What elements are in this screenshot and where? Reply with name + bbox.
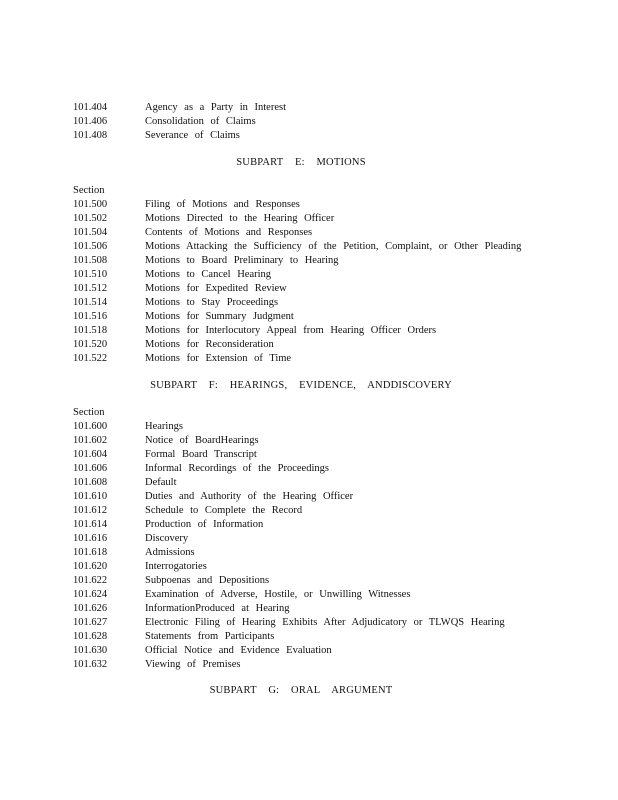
section-title: Hearings [145, 421, 183, 432]
section-entry [73, 198, 543, 212]
section-title: Default [145, 477, 177, 488]
section-number: 101.626 [73, 603, 108, 614]
section-number: 101.510 [73, 269, 108, 280]
section-number: 101.518 [73, 325, 108, 336]
section-number: 101.606 [73, 463, 108, 474]
section-entry [73, 518, 543, 532]
section-title: Examination of Adverse, Hostile, or Unwilling Witnesses [145, 589, 411, 600]
section-entry [73, 352, 543, 366]
section-number: 101.500 [73, 199, 108, 210]
section-title: Motions for Interlocutory Appeal from Hearing Officer Orders [145, 325, 437, 336]
section-number: 101.502 [73, 213, 108, 224]
section-number: 101.614 [73, 519, 108, 530]
section-title: Motions to Board Preliminary to Hearing [145, 255, 339, 266]
section-title: Severance of Claims [145, 130, 240, 141]
section-title: Production of Information [145, 519, 264, 530]
subpart-f-section-list [73, 406, 543, 672]
section-title: Motions to Stay Proceedings [145, 297, 279, 308]
section-column-label-row [73, 184, 543, 198]
section-number: 101.520 [73, 339, 108, 350]
section-title: Motions Directed to the Hearing Officer [145, 213, 335, 224]
section-number: 101.630 [73, 645, 108, 656]
section-entry [73, 490, 543, 504]
subpart-e-heading: SUBPART E: MOTIONS [236, 157, 366, 168]
section-entry [73, 616, 543, 630]
section-title: Motions Attacking the Sufficiency of the Petition, Complaint, or Other Pleading [145, 241, 522, 252]
section-number: 101.627 [73, 617, 108, 628]
section-entry [73, 240, 543, 254]
section-number: 101.610 [73, 491, 108, 502]
section-entry [73, 296, 543, 310]
section-number: 101.508 [73, 255, 108, 266]
section-number: 101.406 [73, 116, 108, 127]
section-entry [73, 212, 543, 226]
section-title: Subpoenas and Depositions [145, 575, 270, 586]
section-entry [73, 324, 543, 338]
section-number: 101.622 [73, 575, 108, 586]
section-title: Agency as a Party in Interest [145, 102, 287, 113]
section-title: Duties and Authority of the Hearing Officer [145, 491, 354, 502]
section-number: 101.516 [73, 311, 108, 322]
section-title: Motions to Cancel Hearing [145, 269, 272, 280]
section-title: Consolidation of Claims [145, 116, 256, 127]
section-number: 101.506 [73, 241, 108, 252]
section-number: 101.632 [73, 659, 108, 670]
section-number: 101.618 [73, 547, 108, 558]
section-entry [73, 268, 543, 282]
section-number: 101.612 [73, 505, 108, 516]
section-entry [73, 434, 543, 448]
section-number: 101.408 [73, 130, 108, 141]
section-title: Motions for Expedited Review [145, 283, 287, 294]
section-entry [73, 602, 543, 616]
section-entry [73, 462, 543, 476]
section-title: Motions for Reconsideration [145, 339, 274, 350]
section-title: Informal Recordings of the Proceedings [145, 463, 329, 474]
section-title: Schedule to Complete the Record [145, 505, 303, 516]
section-number: 101.608 [73, 477, 108, 488]
section-title: Motions for Extension of Time [145, 353, 292, 364]
section-title: Formal Board Transcript [145, 449, 257, 460]
section-column-label: Section [73, 407, 105, 418]
section-entry [73, 115, 543, 129]
section-number: 101.602 [73, 435, 108, 446]
section-entry [73, 560, 543, 574]
section-entry [73, 420, 543, 434]
section-title: Electronic Filing of Hearing Exhibits After Adjudicatory or TLWQS Hearing [145, 617, 505, 628]
section-entry [73, 588, 543, 602]
section-entry [73, 476, 543, 490]
section-entry [73, 282, 543, 296]
section-number: 101.600 [73, 421, 108, 432]
section-title: Viewing of Premises [145, 659, 241, 670]
section-entry [73, 644, 543, 658]
section-entry [73, 504, 543, 518]
section-column-label-row [73, 406, 543, 420]
section-number: 101.522 [73, 353, 108, 364]
section-entry [73, 254, 543, 268]
section-column-label: Section [73, 185, 105, 196]
section-title: Notice of BoardHearings [145, 435, 259, 446]
section-number: 101.504 [73, 227, 108, 238]
section-number: 101.628 [73, 631, 108, 642]
section-entry [73, 658, 543, 672]
section-number: 101.514 [73, 297, 108, 308]
section-entry [73, 448, 543, 462]
subpart-g-heading: SUBPART G: ORAL ARGUMENT [209, 685, 393, 696]
section-entry [73, 338, 543, 352]
section-title: Discovery [145, 533, 189, 544]
section-number: 101.604 [73, 449, 108, 460]
section-title: Statements from Participants [145, 631, 275, 642]
section-entry [73, 532, 543, 546]
section-number: 101.616 [73, 533, 108, 544]
section-number: 101.512 [73, 283, 108, 294]
section-entry [73, 310, 543, 324]
subpart-e-section-list [73, 184, 543, 366]
section-entry [73, 630, 543, 644]
section-number: 101.404 [73, 102, 108, 113]
subpart-f-heading: SUBPART F: HEARINGS, EVIDENCE, ANDDISCOVERY [150, 380, 452, 391]
section-entry [73, 226, 543, 240]
section-title: Contents of Motions and Responses [145, 227, 313, 238]
section-entry [73, 129, 543, 143]
section-title: Official Notice and Evidence Evaluation [145, 645, 332, 656]
subpart-d-section-list [73, 101, 543, 143]
section-title: InformationProduced at Hearing [145, 603, 290, 614]
section-title: Admissions [145, 547, 195, 558]
section-title: Interrogatories [145, 561, 207, 572]
section-entry [73, 546, 543, 560]
section-number: 101.624 [73, 589, 108, 600]
section-title: Filing of Motions and Responses [145, 199, 300, 210]
section-entry [73, 101, 543, 115]
section-number: 101.620 [73, 561, 108, 572]
section-entry [73, 574, 543, 588]
section-title: Motions for Summary Judgment [145, 311, 294, 322]
